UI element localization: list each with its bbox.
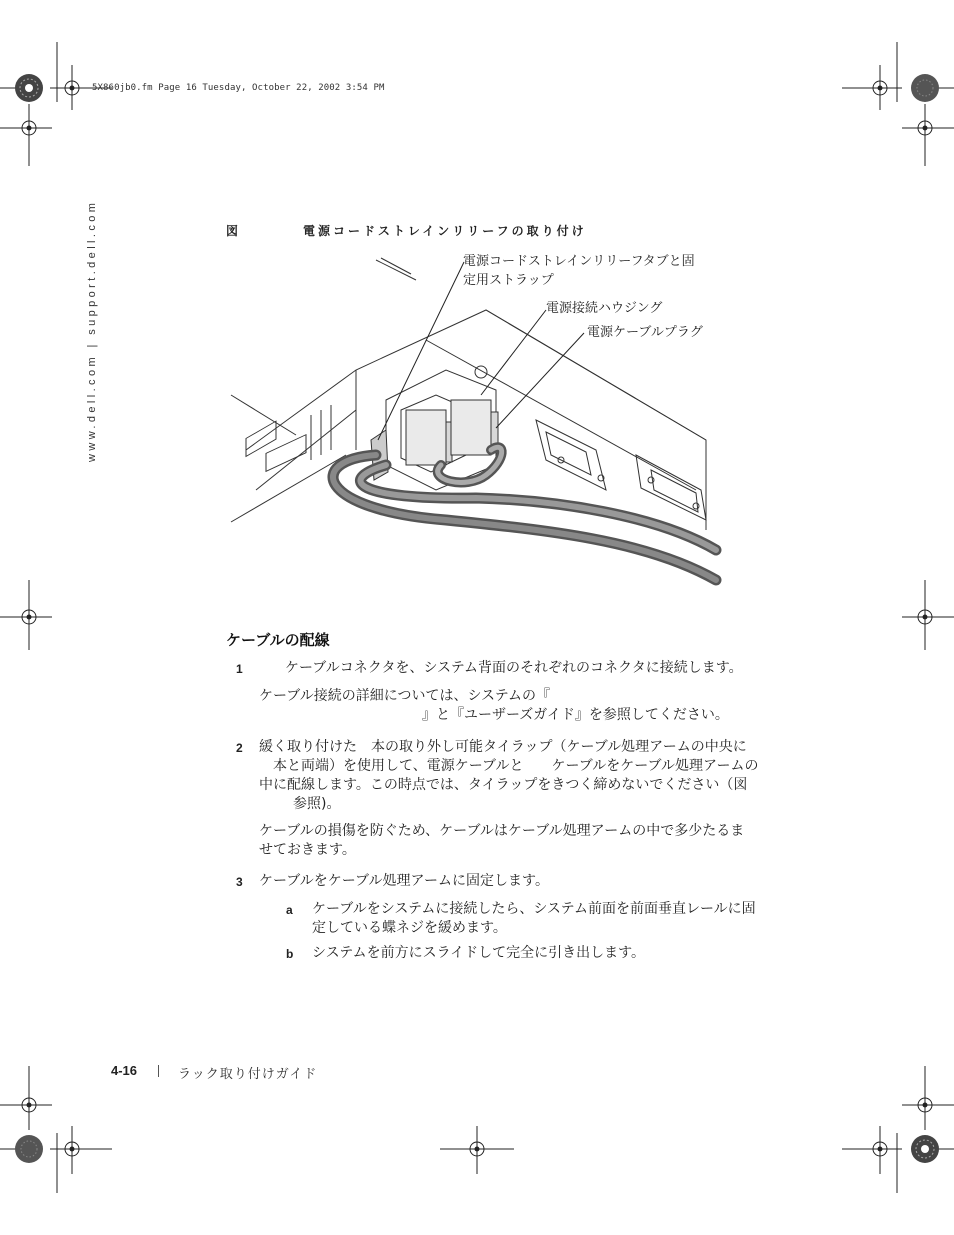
side-url: www.dell.com | support.dell.com (86, 199, 98, 462)
step-2-text: 緩く取り付けた 本の取り外し可能タイラップ（ケーブル処理アームの中央に 本と両端）を使用して、電源ケーブルと ケーブルをケーブル処理アームの 中に配線します。この時点では、タイラップをきつく締めないでください（図 参照)。 (259, 739, 759, 812)
substep-letter-a: a (286, 903, 293, 917)
print-header: 5X860jb0.fm Page 16 Tuesday, October 22, 2002 3:54 PM (92, 83, 385, 93)
footer-divider (158, 1065, 159, 1077)
footer-title: ラック取り付けガイド (178, 1067, 318, 1082)
substep-b-text: システムを前方にスライドして完全に引き出します。 (312, 945, 646, 961)
step-3-text: ケーブルをケーブル処理アームに固定します。 (259, 873, 549, 889)
page-number: 4-16 (111, 1063, 138, 1078)
callout-strain-relief: 電源コードストレインリリーフタブと固 定用ストラップ (463, 254, 695, 288)
step-1-text: ケーブルコネクタを、システム背面のそれぞれのコネクタに接続します。 (285, 660, 743, 676)
substep-a-text: ケーブルをシステムに接続したら、システム前面を前面垂直レールに固 定している蝶ネジを緩めます。 (312, 901, 756, 936)
callout-power-housing: 電源接続ハウジング (546, 301, 663, 316)
step-number-1: 1 (236, 662, 243, 676)
substep-letter-b: b (286, 947, 294, 961)
step-number-2: 2 (236, 741, 243, 755)
callout-power-plug: 電源ケーブルプラグ (587, 325, 703, 340)
step-2-note: ケーブルの損傷を防ぐため、ケーブルはケーブル処理アームの中で多少たるま せておきます。 (259, 823, 745, 858)
section-title: ケーブルの配線 (226, 631, 330, 649)
step-1-note: ケーブル接続の詳細については、システムの『 』と『ユーザーズガイド』を参照してください。 (259, 688, 729, 723)
figure-title: 電源コードストレインリリーフの取り付け (303, 224, 587, 238)
figure-label: 図 (226, 224, 239, 238)
step-number-3: 3 (236, 875, 243, 889)
